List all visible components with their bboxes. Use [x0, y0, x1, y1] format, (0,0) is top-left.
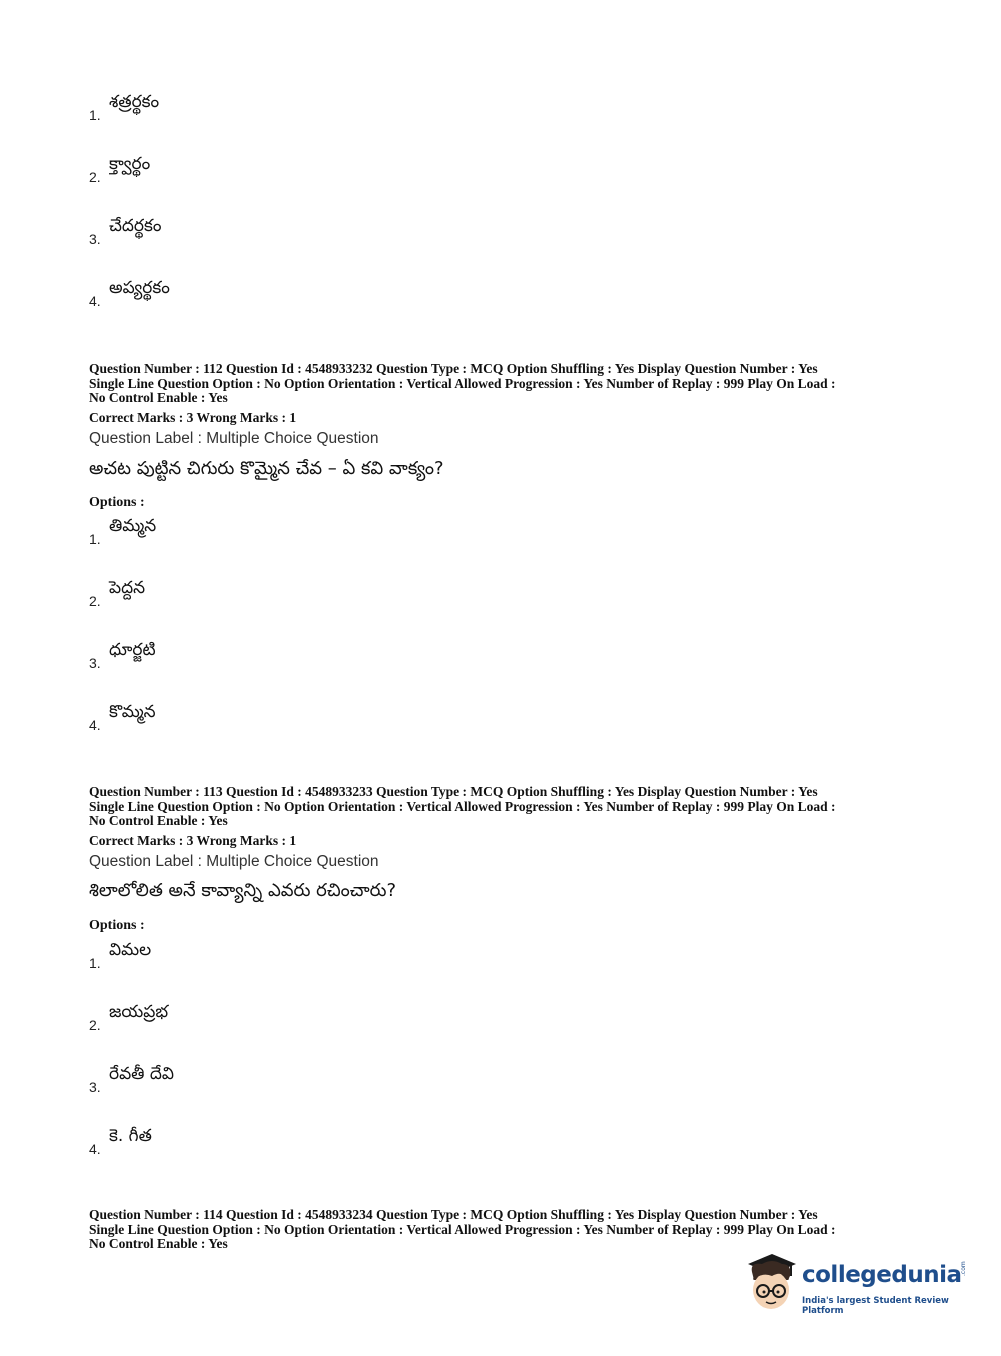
question-112-options — [89, 516, 689, 764]
question-112-marks: Correct Marks : 3 Wrong Marks : 1 — [89, 410, 297, 425]
option-item[interactable] — [89, 154, 689, 216]
option-item[interactable] — [89, 1002, 689, 1064]
option-text: అప్యర్థకం — [109, 278, 170, 298]
option-number: 2. — [89, 1017, 101, 1033]
option-text: రేవతీ దేవి — [109, 1064, 174, 1084]
question-113-options — [89, 940, 689, 1188]
option-item[interactable] — [89, 578, 689, 640]
question-113-marks: Correct Marks : 3 Wrong Marks : 1 — [89, 833, 297, 848]
meta-line: No Control Enable : Yes — [89, 813, 228, 828]
meta-line: Single Line Question Option : No Option Orientation : Vertical Allowed Progression : Yes Number of Replay : 999 Play On Load : — [89, 1221, 836, 1237]
meta-line: Single Line Question Option : No Option Orientation : Vertical Allowed Progression : Yes Number of Replay : 999 Play On Load : — [89, 798, 836, 814]
prev-question-options — [89, 92, 689, 340]
option-number: 1. — [89, 107, 101, 123]
option-item[interactable] — [89, 1126, 689, 1188]
option-item[interactable] — [89, 702, 689, 764]
question-112-label: Question Label : Multiple Choice Question — [89, 430, 379, 447]
option-number: 3. — [89, 1079, 101, 1095]
question-112-options-heading: Options : — [89, 495, 145, 510]
option-text: కె. గీత — [109, 1126, 152, 1146]
brand-suffix: .com — [960, 1261, 967, 1276]
question-113-label: Question Label : Multiple Choice Question — [89, 853, 379, 870]
meta-line: Question Number : 114 Question Id : 4548933234 Question Type : MCQ Option Shuffling : Yes Display Question Number : Yes — [89, 1207, 818, 1222]
option-text: ధూర్జటి — [109, 640, 156, 660]
option-number: 1. — [89, 531, 101, 547]
option-number: 4. — [89, 717, 101, 733]
option-number: 1. — [89, 955, 101, 971]
option-text: కొమ్మన — [109, 702, 156, 722]
option-item[interactable] — [89, 278, 689, 340]
question-112-meta — [89, 362, 919, 406]
meta-line: Question Number : 112 Question Id : 4548933232 Question Type : MCQ Option Shuffling : Yes Display Question Number : Yes — [89, 361, 818, 376]
question-114-meta — [89, 1208, 919, 1252]
question-113-meta — [89, 785, 919, 829]
question-113-text: శిలాలోలిత అనే కావ్యాన్ని ఎవరు రచించారు? — [89, 880, 397, 901]
mascot-icon — [742, 1250, 800, 1312]
meta-line: No Control Enable : Yes — [89, 1236, 228, 1251]
brand-tagline: India's largest Student Review Platform — [802, 1296, 949, 1316]
option-text: చేదర్థకం — [109, 216, 162, 236]
option-number: 4. — [89, 293, 101, 309]
meta-line: No Control Enable : Yes — [89, 390, 228, 405]
option-text: తిమ్మన — [109, 516, 157, 536]
option-number: 2. — [89, 593, 101, 609]
option-text: క్త్వార్థం — [109, 154, 151, 174]
option-item[interactable] — [89, 92, 689, 154]
question-113-options-heading: Options : — [89, 918, 145, 933]
meta-line: Question Number : 113 Question Id : 4548933233 Question Type : MCQ Option Shuffling : Yes Display Question Number : Yes — [89, 784, 818, 799]
meta-line: Single Line Question Option : No Option Orientation : Vertical Allowed Progression : Yes Number of Replay : 999 Play On Load : — [89, 375, 836, 391]
option-item[interactable] — [89, 1064, 689, 1126]
option-number: 3. — [89, 231, 101, 247]
option-number: 3. — [89, 655, 101, 671]
option-text: శత్రర్థకం — [109, 92, 160, 112]
option-text: పెద్దన — [109, 578, 146, 598]
collegedunia-logo — [742, 1250, 974, 1318]
option-item[interactable] — [89, 940, 689, 1002]
option-number: 2. — [89, 169, 101, 185]
option-text: విమల — [109, 940, 152, 960]
brand-name: collegedunia — [802, 1262, 962, 1288]
option-text: జయప్రభ — [109, 1002, 169, 1022]
option-item[interactable] — [89, 516, 689, 578]
question-112-text: అచట పుట్టిన చిగురు కొమ్మైన చేవ – ఏ కవి వాక్యం? — [89, 458, 444, 479]
option-item[interactable] — [89, 640, 689, 702]
option-number: 4. — [89, 1141, 101, 1157]
option-item[interactable] — [89, 216, 689, 278]
